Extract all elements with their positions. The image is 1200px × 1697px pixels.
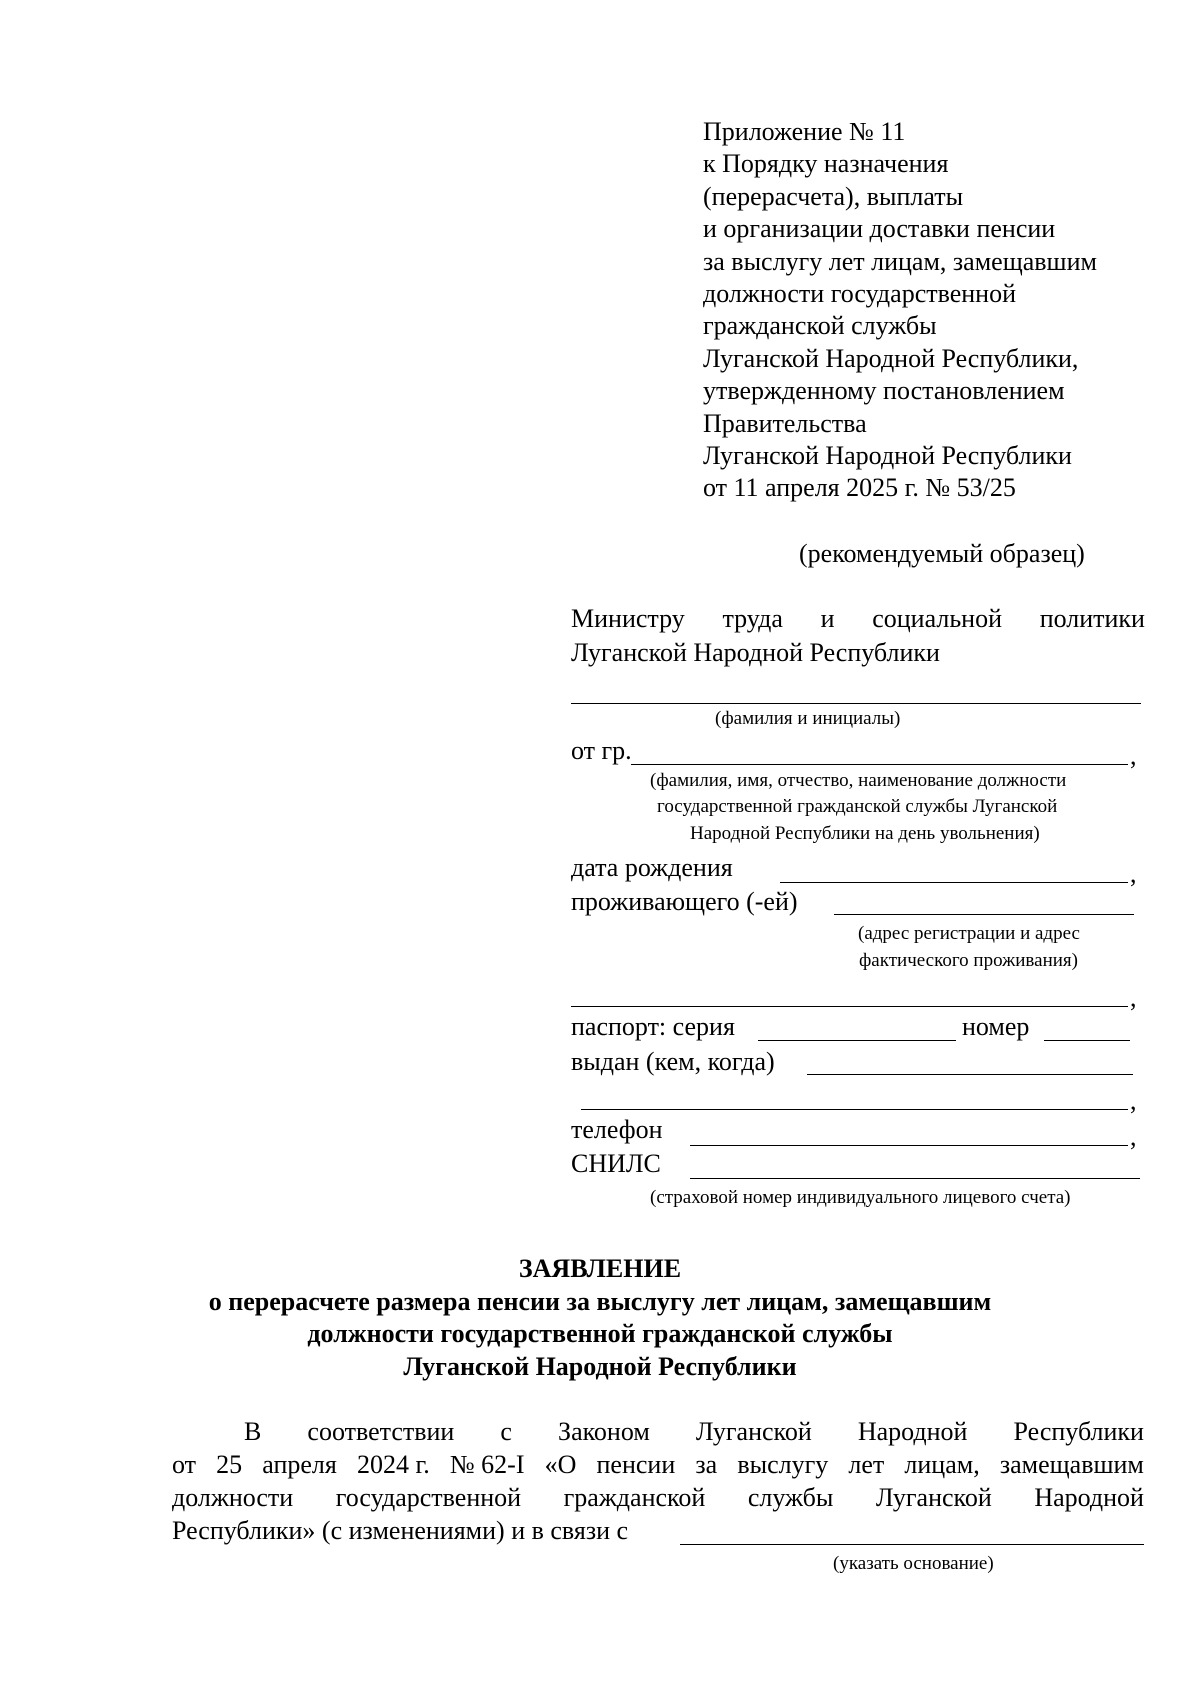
word: пенсии xyxy=(596,1450,676,1479)
appendix-line: и организации доставки пенсии xyxy=(703,214,1056,244)
comma: , xyxy=(1130,1122,1137,1151)
word: и xyxy=(820,604,835,633)
address-hint-line: (адрес регистрации и адрес xyxy=(858,923,1080,944)
word: политики xyxy=(1039,604,1145,633)
word: службы xyxy=(747,1483,834,1512)
passport-series-label: паспорт: серия xyxy=(571,1012,735,1041)
sample-note: (рекомендуемый образец) xyxy=(799,539,1085,568)
word: Луганской xyxy=(875,1483,992,1512)
appendix-line: Луганской Народной Республики xyxy=(703,441,1072,471)
minister-surname-field[interactable] xyxy=(571,703,1141,704)
body-line xyxy=(172,1482,1144,1514)
word: государственной xyxy=(335,1483,522,1512)
word: за xyxy=(695,1450,718,1479)
basis-field[interactable] xyxy=(680,1544,1144,1545)
birth-label: дата рождения xyxy=(571,853,733,882)
appendix-line: Правительства xyxy=(703,408,867,438)
from-hint-line: (фамилия, имя, отчество, наименование должности xyxy=(650,770,1067,791)
comma: , xyxy=(1130,1086,1137,1115)
appendix-line: Приложение № 11 xyxy=(703,117,906,146)
word: апреля xyxy=(262,1450,337,1479)
passport-number-label: номер xyxy=(962,1012,1030,1041)
from-hint-line: государственной гражданской службы Луганской xyxy=(657,796,1058,817)
title-line: Луганской Народной Республики xyxy=(403,1351,797,1381)
from-label: от гр. xyxy=(571,736,632,765)
comma: , xyxy=(1130,741,1137,770)
addressee-minister-line xyxy=(571,603,1145,635)
appendix-line: утвержденному постановлением xyxy=(703,376,1065,406)
residing-label: проживающего (-ей) xyxy=(571,887,798,916)
appendix-line: (перерасчета), выплаты xyxy=(703,181,964,211)
word: гражданской xyxy=(563,1483,706,1512)
comma: , xyxy=(1130,983,1137,1012)
document-title xyxy=(0,1253,1200,1383)
body-line xyxy=(244,1416,1144,1448)
appendix-line: Луганской Народной Республики, xyxy=(703,343,1079,373)
word: 25 xyxy=(216,1450,243,1479)
appendix-line: гражданской службы xyxy=(703,311,937,341)
word: «О xyxy=(544,1450,577,1479)
addressee-republic: Луганской Народной Республики xyxy=(571,638,940,667)
snils-label: СНИЛС xyxy=(571,1149,661,1178)
body-line: Республики» (с изменениями) и в связи с xyxy=(172,1516,629,1545)
birth-date-field[interactable] xyxy=(780,882,1128,883)
appendix-line: к Порядку назначения xyxy=(703,149,949,179)
word: соответствии xyxy=(307,1417,455,1446)
snils-hint: (страховой номер индивидуального лицевого счета) xyxy=(650,1187,1071,1208)
passport-number-field[interactable] xyxy=(1044,1040,1130,1041)
body-line xyxy=(172,1449,1144,1481)
address-hint-line: фактического проживания) xyxy=(859,950,1078,971)
appendix-header xyxy=(703,116,1097,505)
word: лицам, xyxy=(904,1450,980,1479)
word: от xyxy=(172,1450,197,1479)
word: № 62-I xyxy=(449,1450,525,1479)
title-line: должности государственной гражданской службы xyxy=(307,1319,893,1348)
word: замещавшим xyxy=(999,1450,1144,1479)
word: Законом xyxy=(558,1417,650,1446)
appendix-line: от 11 апреля 2025 г. № 53/25 xyxy=(703,473,1016,503)
comma: , xyxy=(1130,859,1137,888)
title-line: о перерасчете размера пенсии за выслугу лет лицам, замещавшим xyxy=(208,1286,992,1316)
address-field[interactable] xyxy=(834,914,1134,915)
word: Народной xyxy=(857,1417,968,1446)
from-name-field[interactable] xyxy=(631,764,1128,765)
from-hint-line: Народной Республики на день увольнения) xyxy=(690,823,1040,844)
issued-field-continued[interactable] xyxy=(581,1109,1128,1110)
phone-label: телефон xyxy=(571,1115,663,1144)
issued-label: выдан (кем, когда) xyxy=(571,1047,775,1076)
appendix-line: должности государственной xyxy=(703,279,1017,309)
phone-field[interactable] xyxy=(690,1145,1128,1146)
word: лет xyxy=(848,1450,885,1479)
appendix-line: за выслугу лет лицам, замещавшим xyxy=(703,246,1097,276)
word: Республики xyxy=(1013,1417,1144,1446)
issued-field[interactable] xyxy=(807,1074,1133,1075)
word: Народной xyxy=(1034,1483,1144,1512)
word: с xyxy=(500,1417,512,1446)
snils-field[interactable] xyxy=(690,1178,1140,1179)
word: выслугу xyxy=(737,1450,829,1479)
address-field-continued[interactable] xyxy=(571,1006,1128,1007)
word: должности xyxy=(172,1483,294,1512)
title-heading: ЗАЯВЛЕНИЕ xyxy=(518,1254,682,1283)
word: 2024 г. xyxy=(357,1450,430,1479)
word: Министру xyxy=(571,604,685,633)
word: социальной xyxy=(872,604,1002,633)
surname-hint: (фамилия и инициалы) xyxy=(715,708,901,729)
word: труда xyxy=(722,604,783,633)
basis-hint: (указать основание) xyxy=(833,1553,994,1574)
word: Луганской xyxy=(695,1417,812,1446)
word: В xyxy=(244,1417,262,1446)
passport-series-field[interactable] xyxy=(758,1040,956,1041)
